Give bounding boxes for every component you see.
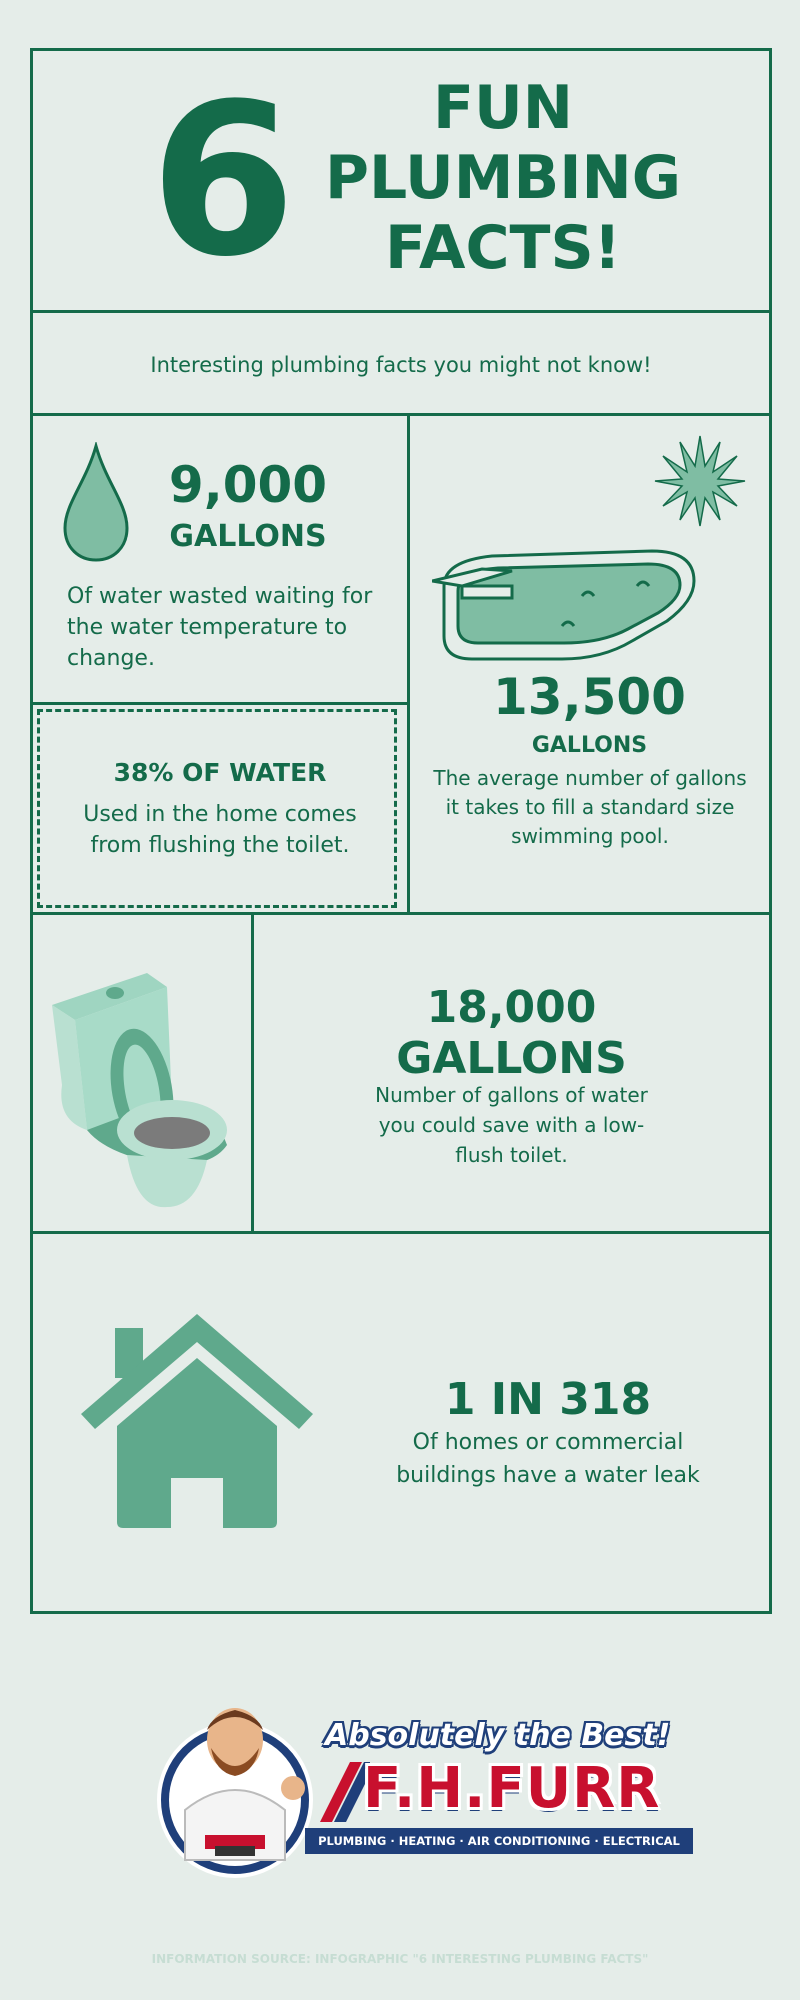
fact-text-38pct: Used in the home comes from flushing the toilet. bbox=[83, 802, 357, 858]
fact-panel-13500 bbox=[407, 413, 772, 915]
fact-text-9000: Of water wasted waiting for the water temperature to change. bbox=[67, 584, 373, 671]
fact-figure-18000: 18,000 bbox=[426, 982, 597, 1033]
toilet-image-panel bbox=[30, 912, 254, 1234]
fact-figure-38pct: 38% OF WATER bbox=[113, 758, 327, 787]
water-drop-icon bbox=[61, 442, 131, 564]
fact-text-1in318: Of homes or commercial buildings have a water leak bbox=[396, 1430, 700, 1488]
fact-text-18000: Number of gallons of water you could save with a low-flush toilet. bbox=[375, 1083, 648, 1167]
title-line-1: FUN bbox=[433, 73, 573, 143]
fact-panel-18000 bbox=[251, 912, 772, 1234]
page-title bbox=[293, 73, 713, 283]
subtitle: Interesting plumbing facts you might not know! bbox=[150, 353, 652, 377]
title-line-2: PLUMBING bbox=[324, 143, 681, 213]
house-icon bbox=[81, 1314, 313, 1534]
title-line-3: FACTS! bbox=[384, 213, 622, 283]
big-number: 6 bbox=[149, 58, 297, 303]
fact-panel-38pct bbox=[30, 702, 410, 915]
fact-figure-1in318: 1 IN 318 bbox=[444, 1374, 652, 1425]
logo-brand: F.H.FURR bbox=[363, 1756, 661, 1821]
fact-figure-13500: 13,500 bbox=[493, 668, 686, 726]
fact-figure-9000: 9,000 bbox=[168, 456, 328, 514]
fact-panel-9000 bbox=[30, 413, 410, 705]
swimming-pool-icon bbox=[432, 531, 702, 671]
fact-unit-13500: GALLONS bbox=[531, 733, 648, 758]
fact-text-13500: The average number of gallons it takes to fill a standard size swimming pool. bbox=[433, 766, 747, 848]
logo-tagline: Absolutely the Best! bbox=[325, 1718, 671, 1753]
logo-services: PLUMBING · HEATING · AIR CONDITIONING · ELECTRICAL bbox=[305, 1828, 693, 1854]
toilet-icon bbox=[47, 945, 237, 1215]
source-note: INFORMATION SOURCE: INFOGRAPHIC "6 INTERESTING PLUMBING FACTS" bbox=[151, 1952, 649, 1966]
subtitle-panel bbox=[30, 310, 772, 416]
sparkle-icon bbox=[653, 434, 747, 528]
fact-unit-18000: GALLONS bbox=[396, 1033, 627, 1084]
mascot-plumber-icon bbox=[155, 1700, 320, 1880]
fact-panel-1in318 bbox=[30, 1231, 772, 1614]
header-panel bbox=[30, 48, 772, 313]
company-logo bbox=[155, 1700, 695, 1880]
fact-unit-9000: GALLONS bbox=[169, 519, 327, 554]
